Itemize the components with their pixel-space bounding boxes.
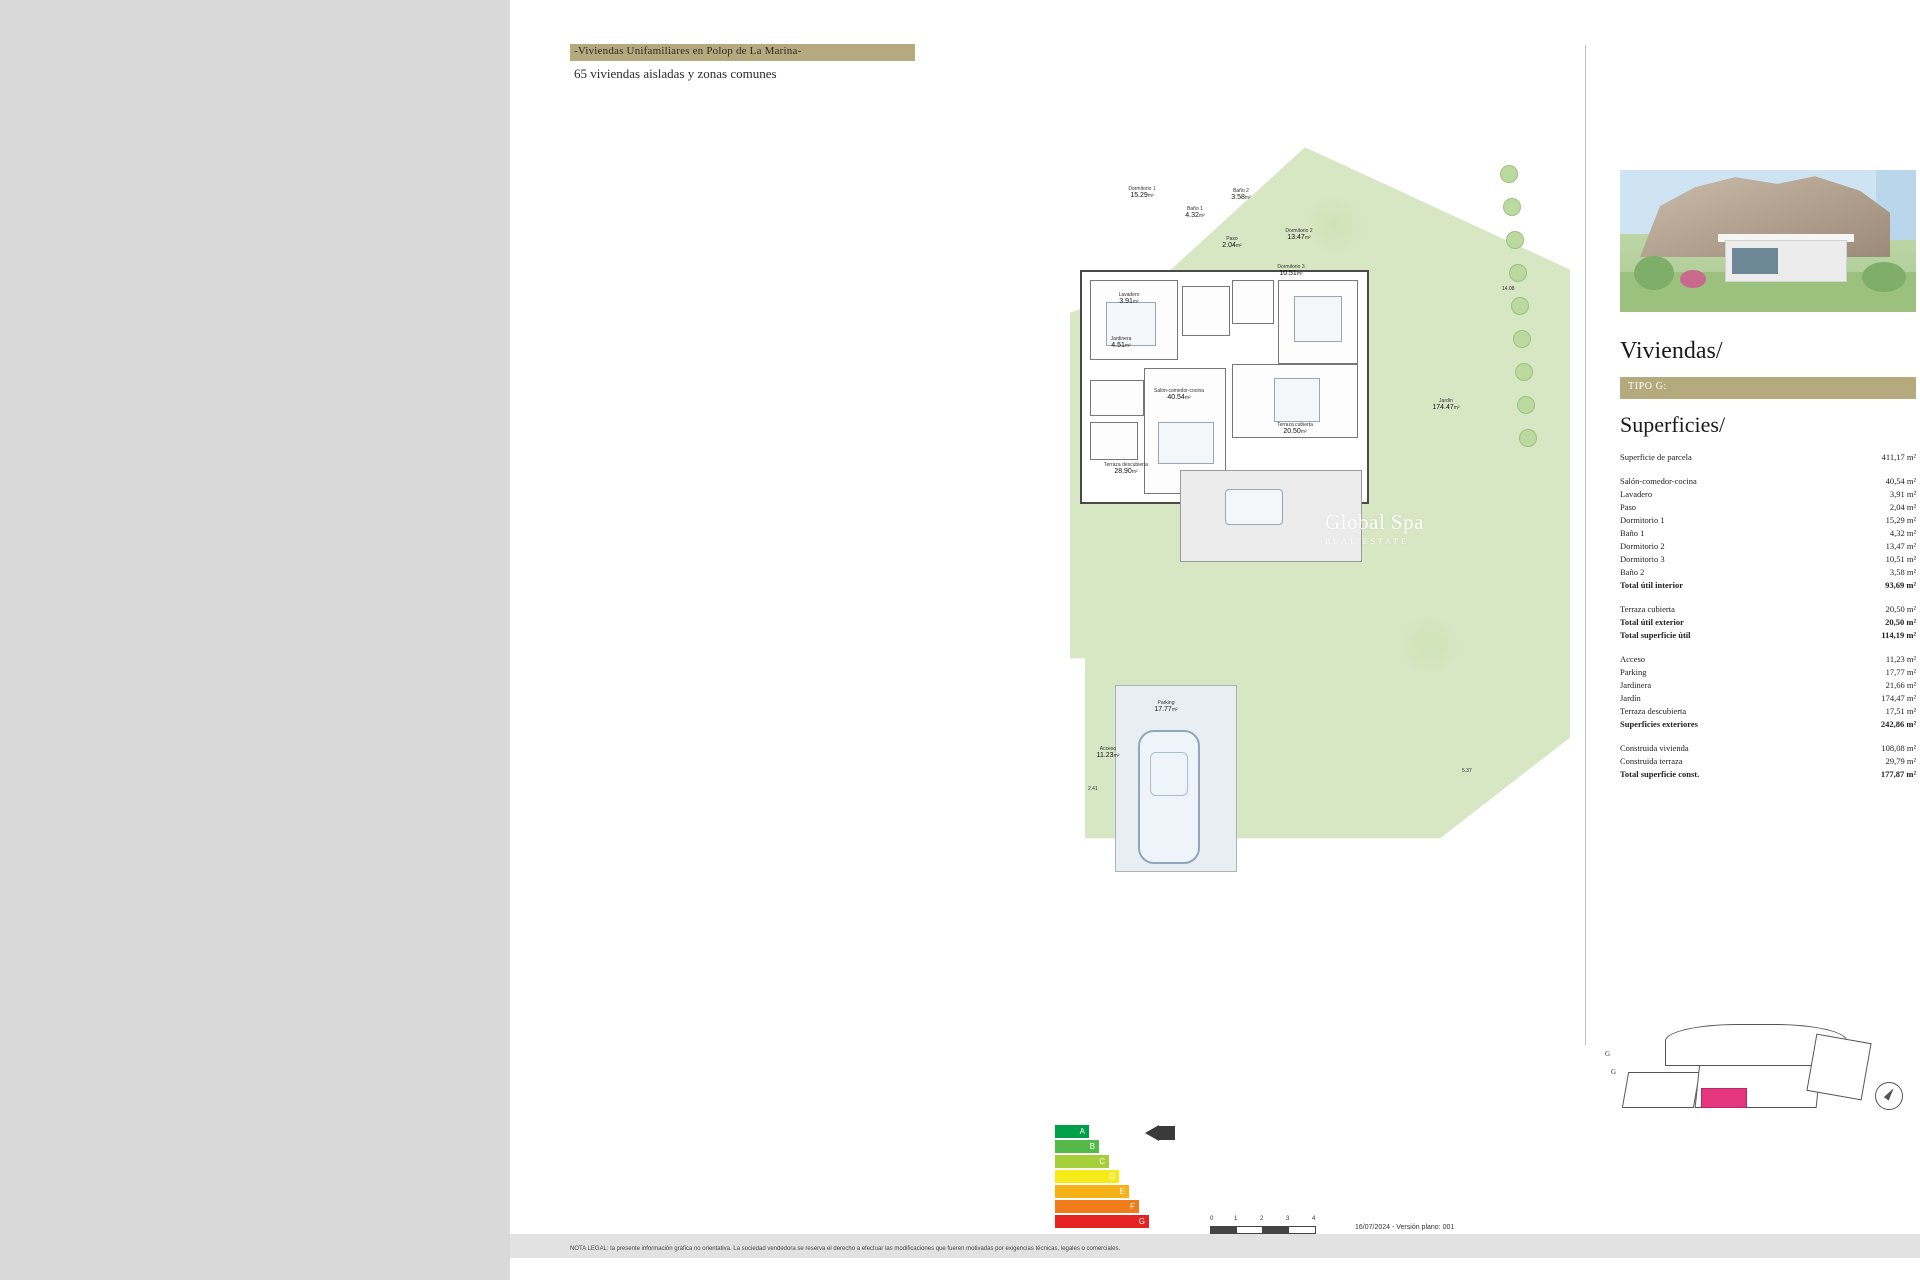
energy-pointer-icon: [1145, 1125, 1159, 1141]
plan-version-date: 16/07/2024 - Versión plano: 001: [1355, 1224, 1455, 1231]
table-row: Jardín 174,47 m²: [1620, 693, 1916, 703]
page-title: -Viviendas Unifamiliares en Polop de La Marina-: [574, 45, 802, 57]
room-label: Baño 1 4.32m²: [1185, 206, 1205, 220]
page-subtitle: 65 viviendas aisladas y zonas comunes: [574, 66, 777, 81]
table-row: Total superficie útil 114,19 m²: [1620, 630, 1916, 640]
bed-figure: [1294, 296, 1342, 342]
scale-segment: [1262, 1226, 1290, 1234]
table-row: Construida terraza 29,79 m²: [1620, 756, 1916, 766]
table-row: Total superficie const. 177,87 m²: [1620, 769, 1916, 779]
sofa-figure: [1158, 422, 1214, 464]
energy-pointer-box: [1159, 1126, 1175, 1140]
tree-icon: [1519, 429, 1537, 447]
site-map: [1605, 1010, 1920, 1130]
room-label: Terraza descubierta 28.90m²: [1104, 462, 1148, 476]
table-row: Salón-comedor-cocina 40,54 m²: [1620, 476, 1916, 486]
sitemap-highlighted-plot: [1701, 1088, 1747, 1108]
dimension-label: 14.08: [1502, 286, 1515, 292]
dimension-label: 2.41: [1088, 786, 1098, 792]
energy-rating-scale: [1055, 1125, 1175, 1235]
table-row: Dormitorio 1 15,29 m²: [1620, 515, 1916, 525]
energy-class-d: D: [1055, 1170, 1119, 1183]
tree-icon: [1515, 363, 1533, 381]
room-label: Dormitorio 1 15.29m²: [1128, 186, 1156, 200]
table-row: Total útil exterior 20,50 m²: [1620, 617, 1916, 627]
room-label: Paso 2.04m²: [1222, 236, 1242, 250]
table-row: Jardinera 21,66 m²: [1620, 680, 1916, 690]
scale-tick: 3: [1286, 1216, 1290, 1222]
table-row: Parking 17,77 m²: [1620, 667, 1916, 677]
table-row: Superficie de parcela 411,17 m²: [1620, 452, 1916, 462]
table-row: Terraza descubierta 17,51 m²: [1620, 706, 1916, 716]
bush-icon: [1862, 262, 1906, 292]
brochure-page: [510, 0, 1920, 1280]
covered-terrace: [1180, 470, 1362, 562]
room-label: Jardín 174.47m²: [1432, 398, 1460, 412]
room-label: Parking 17.77m²: [1154, 700, 1178, 714]
scale-segment: [1236, 1226, 1264, 1234]
floor-plan: [1070, 140, 1570, 860]
sitemap-block: [1622, 1072, 1700, 1108]
room-label: Terraza cubierta 20.50m²: [1277, 422, 1313, 436]
scale-tick: 2: [1260, 1216, 1264, 1222]
tree-icon: [1517, 396, 1535, 414]
energy-class-e: E: [1055, 1185, 1129, 1198]
room-label: Acceso 11.23m²: [1096, 746, 1120, 760]
legal-note: NOTA LEGAL: la presente información gráfica no orientativa. La sociedad vendedora se reserva el derecho a efectuar las modificaciones que fueren motivadas por exigencias técnicas, legales o comerciales.: [570, 1246, 1121, 1252]
bed-figure: [1274, 378, 1320, 422]
room-label: Lavadero 3.91m²: [1118, 292, 1140, 306]
section-heading-viviendas: Viviendas/: [1620, 338, 1723, 364]
scale-segment: [1288, 1226, 1316, 1234]
section-heading-superficies: Superficies/: [1620, 412, 1726, 437]
car-icon: [1138, 730, 1200, 864]
tree-icon: [1506, 231, 1524, 249]
compass-icon: [1875, 1082, 1903, 1110]
surfaces-table: [1620, 452, 1916, 782]
table-row: Lavadero 3,91 m²: [1620, 489, 1916, 499]
tipo-label: TIPO G:: [1628, 381, 1667, 392]
watermark: Global Spa REAL ESTATE: [1325, 510, 1424, 546]
table-row: Total útil interior 93,69 m²: [1620, 580, 1916, 590]
bush-icon: [1634, 256, 1674, 290]
dimension-label: 5.37: [1462, 768, 1472, 774]
render-photo: [1620, 170, 1916, 312]
table-row: Paso 2,04 m²: [1620, 502, 1916, 512]
table-row: Baño 1 4,32 m²: [1620, 528, 1916, 538]
scale-tick: 1: [1234, 1216, 1238, 1222]
energy-class-c: C: [1055, 1155, 1109, 1168]
room-label: Dormitorio 3 10.51m²: [1277, 264, 1305, 278]
table-row: Dormitorio 3 10,51 m²: [1620, 554, 1916, 564]
villa-window: [1732, 248, 1778, 274]
tree-icon: [1503, 198, 1521, 216]
palm-icon: [1305, 195, 1365, 255]
flower-bush-icon: [1680, 270, 1706, 288]
energy-class-a: A: [1055, 1125, 1089, 1138]
scale-tick: 0: [1210, 1216, 1214, 1222]
room-label: Jardinera 4.51m²: [1110, 336, 1132, 350]
table-row: Superficies exteriores 242,86 m²: [1620, 719, 1916, 729]
column-divider: [1585, 45, 1586, 1045]
table-row: Terraza cubierta 20,50 m²: [1620, 604, 1916, 614]
tree-icon: [1513, 330, 1531, 348]
table-row: Dormitorio 2 13,47 m²: [1620, 541, 1916, 551]
energy-class-f: F: [1055, 1200, 1139, 1213]
table-row: Baño 2 3,58 m²: [1620, 567, 1916, 577]
sitemap-marker-label: G: [1605, 1050, 1611, 1058]
room-laundry: [1090, 380, 1144, 416]
table-row: Construida vivienda 108,08 m²: [1620, 743, 1916, 753]
energy-class-b: B: [1055, 1140, 1099, 1153]
room-bathroom-2: [1232, 280, 1274, 324]
table-figure: [1225, 489, 1283, 525]
room-label: Baño 2 3.58m²: [1231, 188, 1251, 202]
palm-icon: [1400, 615, 1460, 675]
energy-class-g: G: [1055, 1215, 1149, 1228]
room-bathroom-1: [1182, 286, 1230, 336]
tree-icon: [1509, 264, 1527, 282]
scale-segment: [1210, 1226, 1238, 1234]
tree-icon: [1511, 297, 1529, 315]
sitemap-block: [1806, 1034, 1871, 1101]
scale-tick: 4: [1312, 1216, 1316, 1222]
table-row: Acceso 11,23 m²: [1620, 654, 1916, 664]
sitemap-marker-label: G: [1611, 1068, 1617, 1076]
room-label: Salón-comedor-cocina 40.54m²: [1153, 388, 1205, 402]
tree-icon: [1500, 165, 1518, 183]
planter-area: [1090, 422, 1138, 460]
room-label: Dormitorio 2 13.47m²: [1285, 228, 1313, 242]
